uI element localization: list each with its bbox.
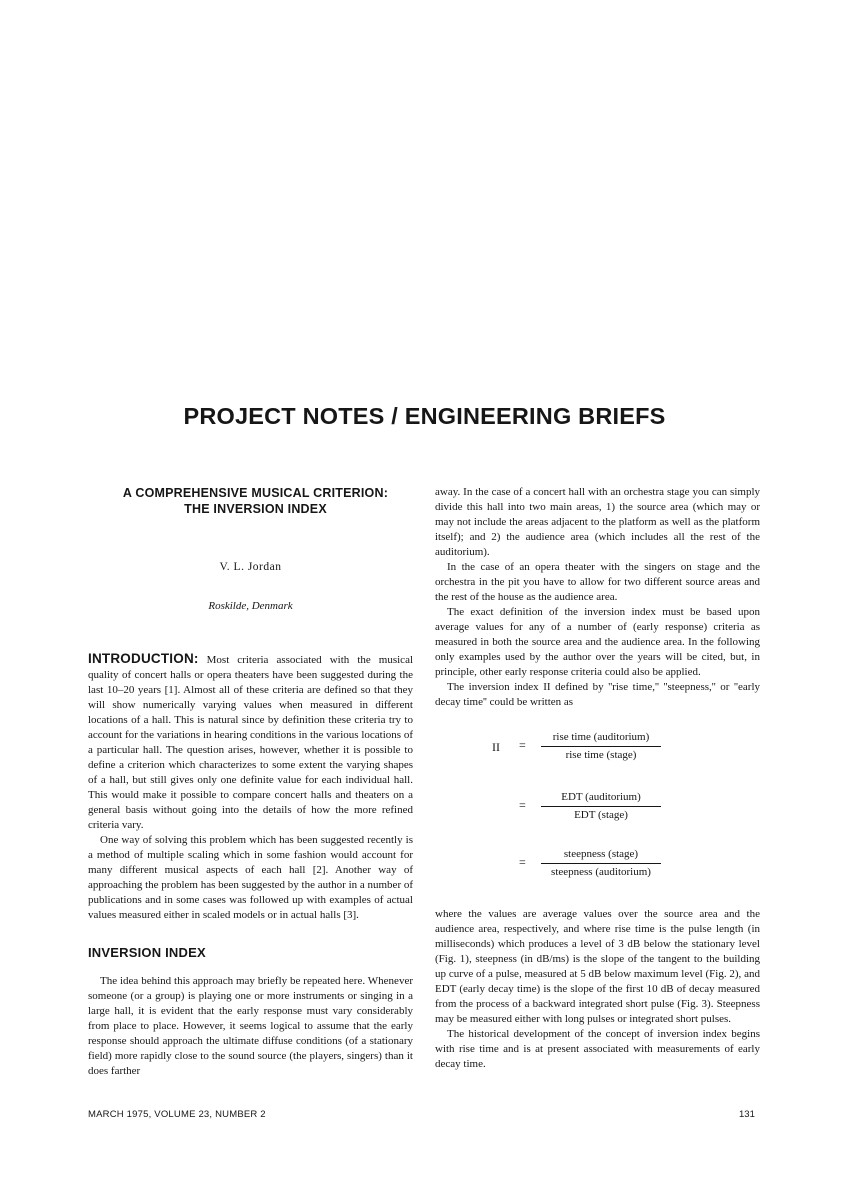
equation-steepness [435,847,760,901]
inversion-index-paragraph-1-cont: away. In the case of a concert hall with an orchestra stage you can simply divide this hall into two main areas, 1) the source area (which may or may not include the areas adjacent to the platform as well as the platform itself); and 2) the audience area (which includes all the rest of the auditorium). [435,486,760,558]
fraction [541,730,661,762]
fraction-numerator: EDT (auditorium) [561,791,641,803]
introduction-heading: INTRODUCTION: [88,651,199,666]
journal-footer: MARCH 1975, VOLUME 23, NUMBER 2 [88,1109,266,1120]
equation-edt [435,790,760,844]
equals-sign: = [519,798,526,812]
right-column [435,485,760,1072]
equals-sign: = [519,738,526,752]
equals-sign: = [519,855,526,869]
left-column [88,485,413,1079]
article-title-line-2: THE INVERSION INDEX [184,502,327,516]
introduction-paragraph-2: One way of solving this problem which has been suggested recently is a method of multiple scaling which in some fashion would account for many different musical aspects of each hall [2]. Another way of approaching the problem has been suggested by the author in a number of publications and in some cases was followed up with examples of actual values measured either in scaled models or in actual halls [3]. [88,834,414,921]
fraction-denominator: rise time (stage) [565,749,637,761]
article-title [98,485,413,517]
page-number: 131 [739,1109,755,1120]
article-title-line-1: A COMPREHENSIVE MUSICAL CRITERION: [122,486,389,500]
fraction [541,790,661,822]
author-affiliation: Roskilde, Denmark [208,600,293,612]
equation-lhs: II [492,740,500,754]
author-name: V. L. Jordan [219,561,282,573]
inversion-index-paragraph-1: The idea behind this approach may briefly be repeated here. Whenever someone (or a group) is playing one or more instruments or singing in a large hall, it is evident that the early response must vary considerably from place to place. However, it seems logical to assume that the early response should approach the ultimate diffuse conditions (of a stationary field) more rapidly close to the sound source (the players, singers) than it does farther [88,975,413,1077]
inversion-index-paragraph-4: The inversion index II defined by ''rise time,'' ''steepness,'' or ''early decay time'' could be written as [435,681,760,708]
equation-rise-time [435,730,760,784]
fraction-numerator: rise time (auditorium) [552,731,650,743]
inversion-index-paragraph-3: The exact definition of the inversion index must be based upon average values for any of a number of (early response) criteria as measured in both the source area and the audience area. In the following only examples used by the author over the years will be cited, but, in principle, other early response criteria could also be applied. [435,606,760,678]
definitions-paragraph: where the values are average values over the source area and the audience area, respectively, and where rise time is the pulse length (in milliseconds) which produces a level of 3 dB below the stationary level (Fig. 1), steepness (in dB/ms) is the slope of the tangent to the building up curve of a pulse, measured at 5 dB below maximum level (Fig. 2), and EDT (early decay time) is the slope of the first 10 dB of decay measured from the process of a backward integrated short pulse (Fig. 3). Steepness may be measured either with long pulses or integrated short pulses. [435,908,760,1025]
inversion-index-heading: INVERSION INDEX [88,945,206,960]
section-title: PROJECT NOTES / ENGINEERING BRIEFS [183,403,666,429]
introduction-text-1: Most criteria associated with the musical quality of concert halls or opera theaters have been suggested during the last 10–20 years [1]. Almost all of these criteria are defined so that they will show numerically varying values when measured in different locations of a hall. This is natural since by definition these criteria try to account for the variations in hearing conditions in the various locations of a particular hall. The question arises, however, whether it is possible to define a criterion which characterizes to some extent the varying shapes of a hall, but still gives only one definite value for each individual hall. This would make it possible to compare concert halls and theaters on a general basis without going into the details of how the more refined criteria vary. [88,654,414,831]
introduction-paragraph-1 [88,651,413,833]
inversion-index-paragraph-2: In the case of an opera theater with the singers on stage and the orchestra in the pit you have to allow for two different source areas and the rest of the house as the audience area. [435,561,760,603]
fraction [541,847,661,879]
fraction-denominator: EDT (stage) [574,809,628,821]
fraction-numerator: steepness (stage) [563,848,639,860]
historical-paragraph: The historical development of the concept of inversion index begins with rise time and is at present associated with measurements of early decay time. [435,1028,760,1070]
fraction-denominator: steepness (auditorium) [551,866,651,878]
